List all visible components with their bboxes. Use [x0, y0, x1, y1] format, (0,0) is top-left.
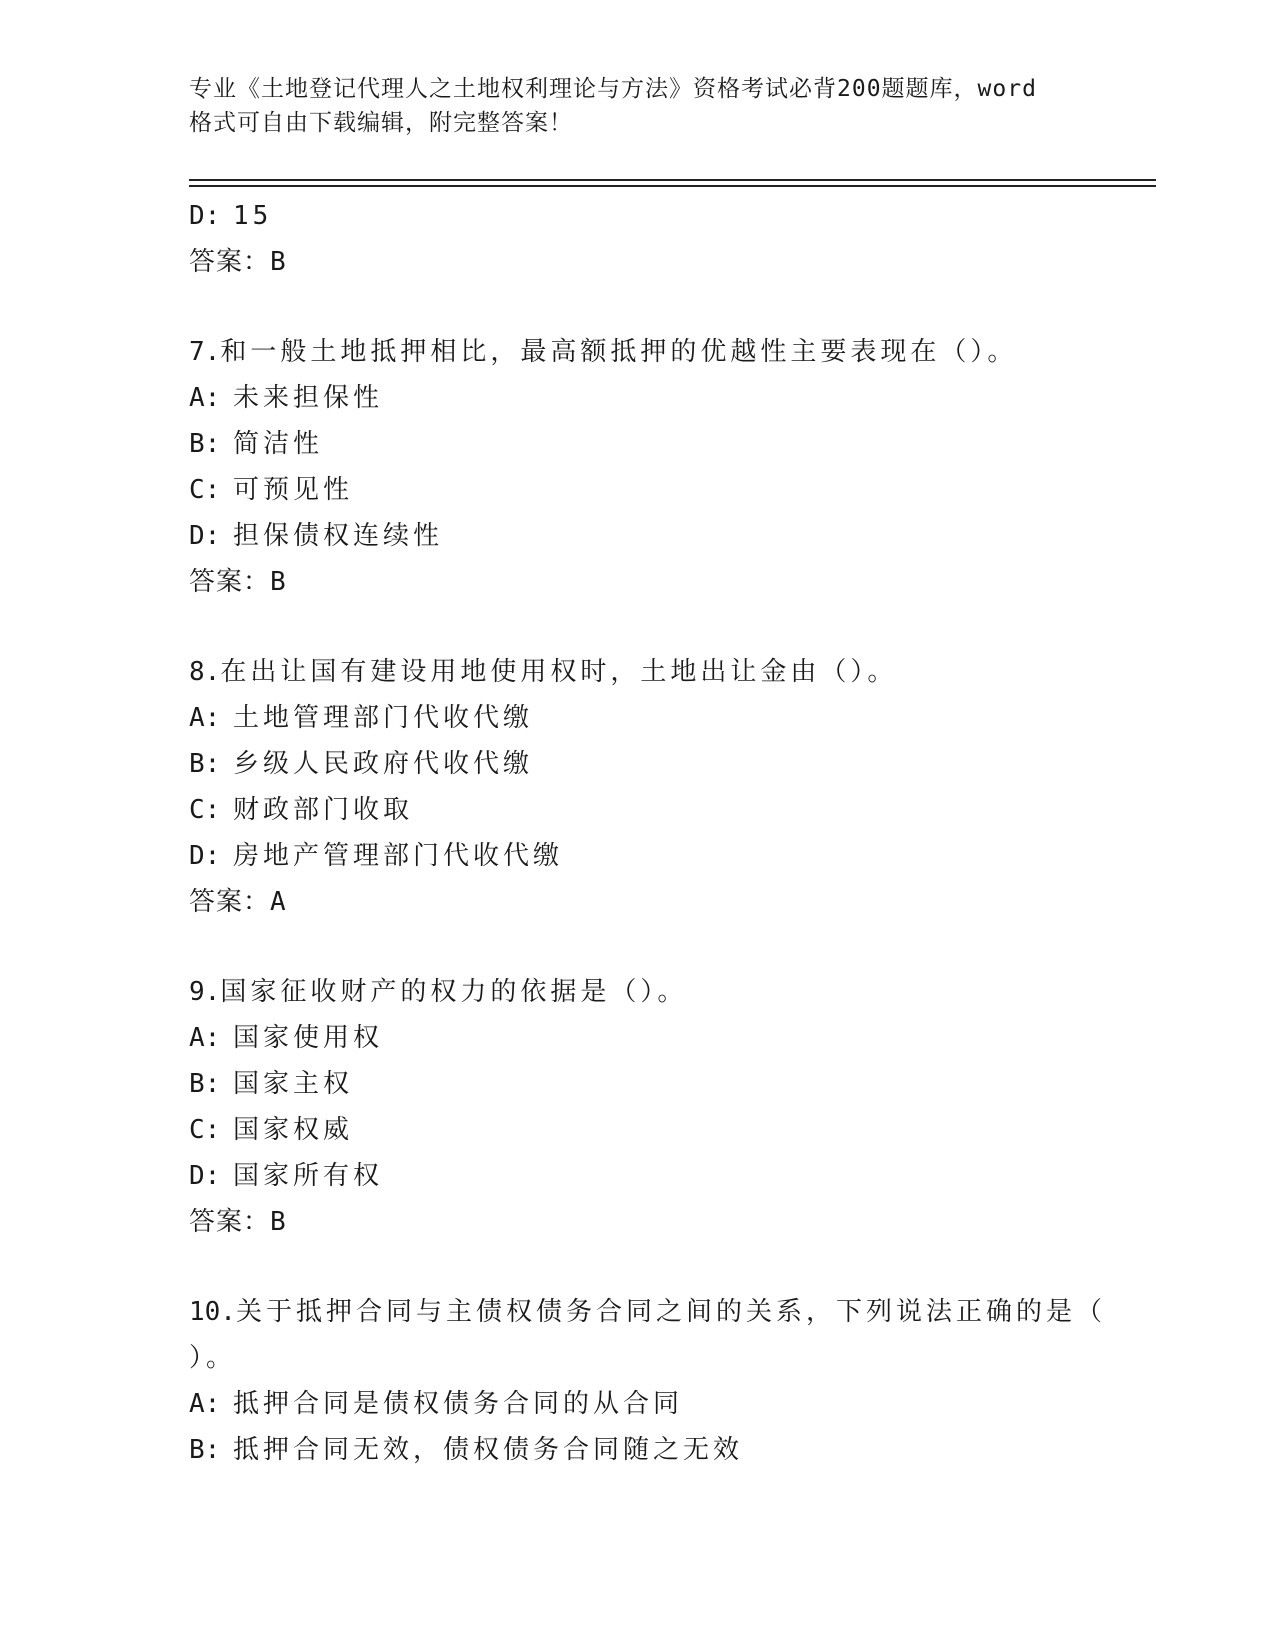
option-text: 未来担保性	[233, 383, 384, 413]
answer-value: A	[270, 887, 287, 917]
option-text: 国家所有权	[233, 1161, 384, 1191]
option-c	[189, 467, 1089, 513]
document-header	[189, 72, 1089, 140]
option-key: A:	[189, 1389, 221, 1419]
question-number: 8.	[189, 657, 221, 687]
option-a	[189, 695, 1089, 741]
option-text: 房地产管理部门代收代缴	[233, 841, 564, 871]
answer-value: B	[270, 247, 287, 277]
question-number: 10.	[189, 1297, 236, 1327]
option-key: D:	[189, 1161, 221, 1191]
option-key: B:	[189, 1435, 221, 1465]
option-key: A:	[189, 383, 221, 413]
option-key: A:	[189, 1023, 221, 1053]
question-number: 7.	[189, 337, 221, 367]
answer-label: 答案：	[189, 567, 271, 597]
option-key: B:	[189, 1069, 221, 1099]
question-list	[189, 193, 1106, 1473]
option-a	[189, 375, 1089, 421]
option-text: 国家主权	[233, 1069, 354, 1099]
option-key: B:	[189, 429, 221, 459]
question-text: 关于抵押合同与主债权债务合同之间的关系，下列说法正确的是（	[235, 1297, 1106, 1327]
option-key: D:	[189, 841, 221, 871]
option-d	[189, 193, 1089, 239]
answer-value: B	[270, 1207, 287, 1237]
header-line-2: 格式可自由下载编辑，附完整答案！	[189, 110, 573, 136]
header-rule-top	[189, 179, 1156, 181]
option-text: 国家权威	[233, 1115, 354, 1145]
option-key: C:	[189, 795, 221, 825]
question-stem	[189, 649, 1089, 695]
option-text: 简洁性	[233, 429, 324, 459]
answer-label: 答案：	[189, 247, 271, 277]
header-rule-bottom	[189, 185, 1156, 187]
question-stem	[189, 969, 1089, 1015]
question-text: ）。	[189, 1343, 237, 1373]
option-d	[189, 1153, 1089, 1199]
answer-line	[189, 1199, 1089, 1245]
option-key: D:	[189, 201, 221, 231]
answer-line	[189, 879, 1089, 925]
option-text: 国家使用权	[233, 1023, 384, 1053]
option-a	[189, 1015, 1089, 1061]
option-d	[189, 833, 1089, 879]
option-a	[189, 1381, 1089, 1427]
question-stem	[189, 329, 1089, 375]
option-key: B:	[189, 749, 221, 779]
question-stem-continued	[189, 1335, 1089, 1381]
answer-label: 答案：	[189, 1207, 271, 1237]
option-text: 15	[233, 201, 273, 231]
spacer	[189, 605, 1089, 649]
option-b	[189, 1061, 1089, 1107]
option-c	[189, 787, 1089, 833]
answer-label: 答案：	[189, 887, 271, 917]
spacer	[189, 925, 1089, 969]
question-number: 9.	[189, 977, 221, 1007]
option-text: 可预见性	[233, 475, 354, 505]
option-text: 抵押合同无效，债权债务合同随之无效	[233, 1435, 744, 1465]
question-text: 在出让国有建设用地使用权时，土地出让金由（）。	[220, 657, 898, 687]
option-text: 担保债权连续性	[233, 521, 444, 551]
option-b	[189, 741, 1089, 787]
header-line-1: 专业《土地登记代理人之土地权利理论与方法》资格考试必背200题题库，word	[189, 76, 1037, 102]
option-b	[189, 421, 1089, 467]
option-key: D:	[189, 521, 221, 551]
option-key: C:	[189, 1115, 221, 1145]
option-b	[189, 1427, 1089, 1473]
answer-line	[189, 559, 1089, 605]
question-text: 和一般土地抵押相比，最高额抵押的优越性主要表现在（）。	[220, 337, 1018, 367]
option-text: 抵押合同是债权债务合同的从合同	[233, 1389, 684, 1419]
option-text: 土地管理部门代收代缴	[233, 703, 534, 733]
question-stem	[189, 1289, 1106, 1335]
option-c	[189, 1107, 1089, 1153]
answer-line	[189, 239, 1089, 285]
option-text: 财政部门收取	[233, 795, 414, 825]
spacer	[189, 1245, 1089, 1289]
spacer	[189, 285, 1089, 329]
option-key: C:	[189, 475, 221, 505]
option-text: 乡级人民政府代收代缴	[233, 749, 534, 779]
answer-value: B	[270, 567, 287, 597]
option-d	[189, 513, 1089, 559]
question-text: 国家征收财产的权力的依据是（）。	[220, 977, 688, 1007]
option-key: A:	[189, 703, 221, 733]
